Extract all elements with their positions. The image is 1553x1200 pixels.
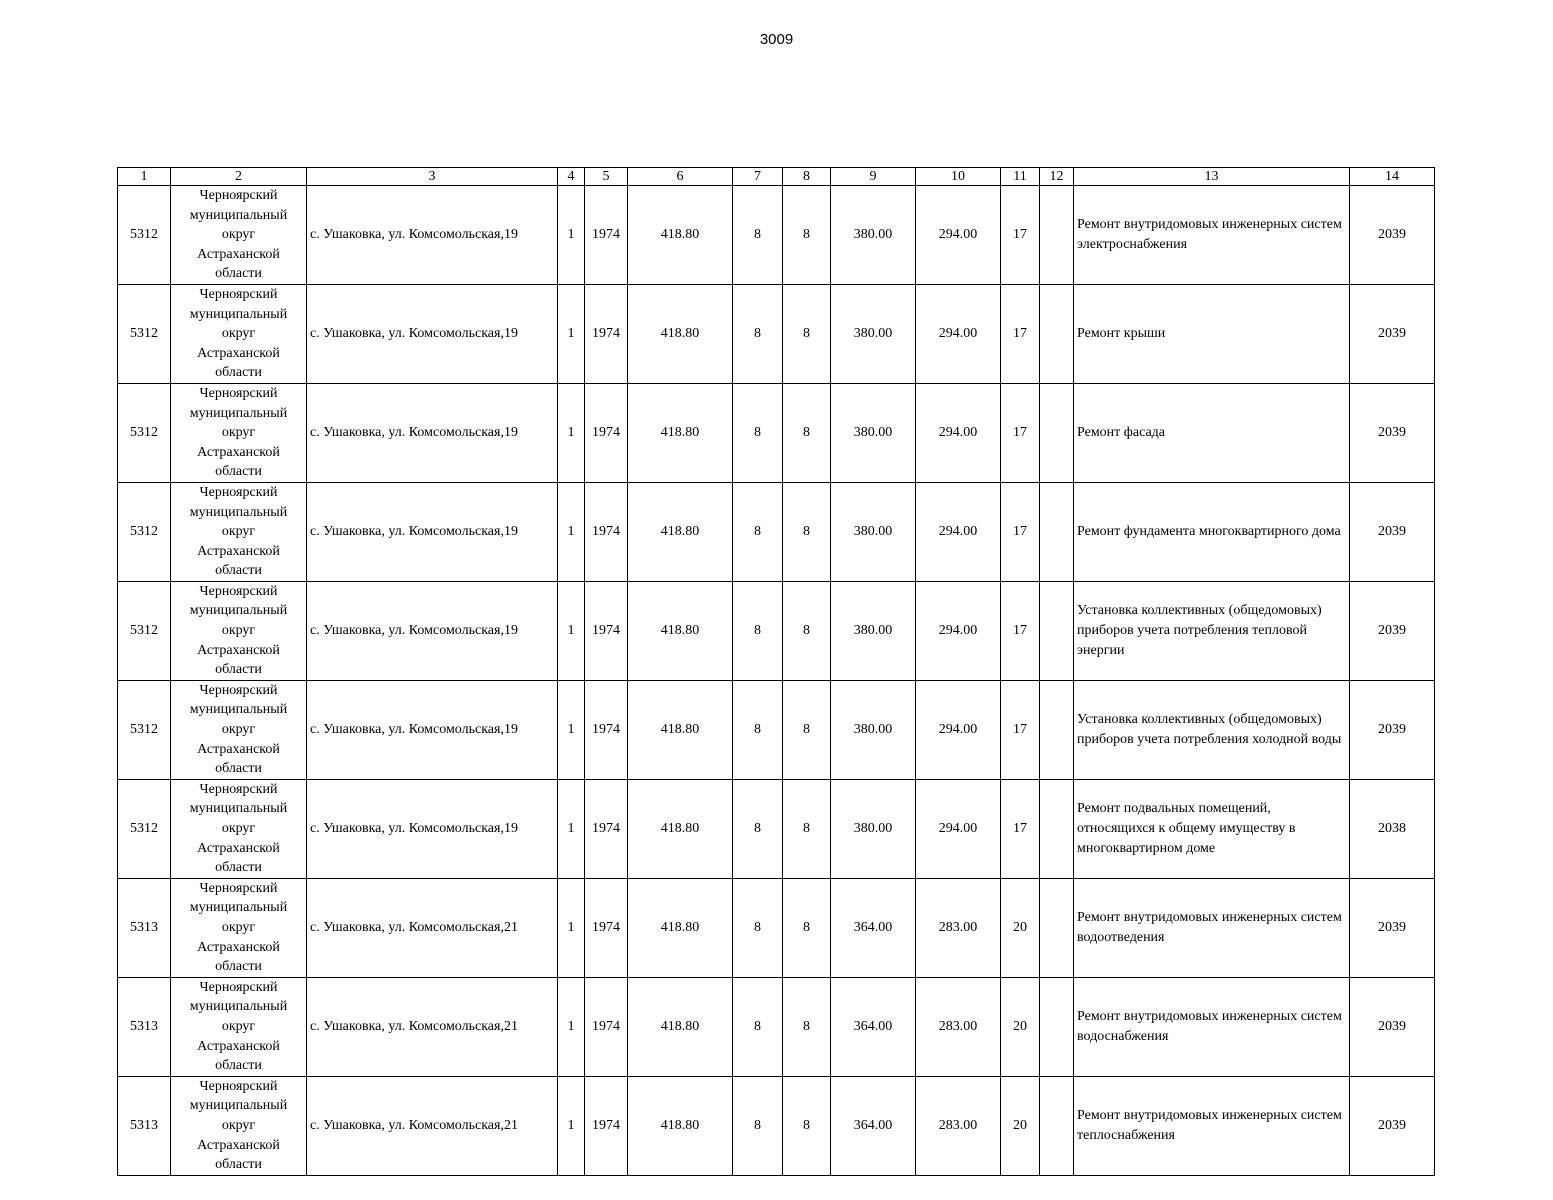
cell-col-4: 1: [558, 383, 585, 482]
cell-col-4: 1: [558, 878, 585, 977]
cell-plan-year: 2039: [1350, 1076, 1435, 1175]
cell-work-type: Установка коллективных (общедомовых) приборов учета потребления холодной воды: [1074, 680, 1350, 779]
cell-plan-year: 2039: [1350, 383, 1435, 482]
cell-col-12: [1040, 779, 1074, 878]
cell-col-7: 8: [733, 1076, 783, 1175]
cell-col-9: 380.00: [831, 779, 916, 878]
cell-col-12: [1040, 383, 1074, 482]
cell-col-4: 1: [558, 482, 585, 581]
cell-work-type: Ремонт внутридомовых инженерных систем водоснабжения: [1074, 977, 1350, 1076]
cell-col-12: [1040, 680, 1074, 779]
column-header-10: 10: [916, 168, 1001, 186]
table-row: [118, 186, 1435, 285]
cell-area: 418.80: [628, 284, 733, 383]
table-row: [118, 779, 1435, 878]
cell-plan-year: 2039: [1350, 680, 1435, 779]
cell-work-type: Ремонт внутридомовых инженерных систем водоотведения: [1074, 878, 1350, 977]
table-row: [118, 284, 1435, 383]
cell-col-9: 364.00: [831, 977, 916, 1076]
cell-col-11: 20: [1001, 977, 1040, 1076]
cell-area: 418.80: [628, 482, 733, 581]
cell-col-8: 8: [783, 1076, 831, 1175]
cell-address: с. Ушаковка, ул. Комсомольская,21: [307, 977, 558, 1076]
cell-year: 1974: [585, 186, 628, 285]
cell-col-7: 8: [733, 977, 783, 1076]
cell-col-7: 8: [733, 581, 783, 680]
column-header-1: 1: [118, 168, 171, 186]
cell-plan-year: 2038: [1350, 779, 1435, 878]
cell-col-12: [1040, 878, 1074, 977]
table-row: [118, 581, 1435, 680]
cell-address: с. Ушаковка, ул. Комсомольская,19: [307, 284, 558, 383]
cell-col-7: 8: [733, 186, 783, 285]
cell-row-number: 5312: [118, 482, 171, 581]
cell-year: 1974: [585, 977, 628, 1076]
header-row: [118, 168, 1435, 186]
cell-address: с. Ушаковка, ул. Комсомольская,19: [307, 383, 558, 482]
cell-address: с. Ушаковка, ул. Комсомольская,19: [307, 482, 558, 581]
cell-col-10: 283.00: [916, 878, 1001, 977]
cell-col-9: 380.00: [831, 383, 916, 482]
cell-col-8: 8: [783, 482, 831, 581]
page-number: 3009: [759, 31, 794, 48]
cell-work-type: Ремонт внутридомовых инженерных систем электроснабжения: [1074, 186, 1350, 285]
column-header-5: 5: [585, 168, 628, 186]
column-header-12: 12: [1040, 168, 1074, 186]
cell-col-8: 8: [783, 779, 831, 878]
cell-row-number: 5312: [118, 186, 171, 285]
cell-col-8: 8: [783, 383, 831, 482]
cell-row-number: 5312: [118, 383, 171, 482]
cell-row-number: 5313: [118, 878, 171, 977]
cell-col-7: 8: [733, 383, 783, 482]
cell-col-7: 8: [733, 284, 783, 383]
table-row: [118, 383, 1435, 482]
cell-col-4: 1: [558, 680, 585, 779]
table-body: [118, 186, 1435, 1176]
cell-row-number: 5313: [118, 1076, 171, 1175]
cell-year: 1974: [585, 680, 628, 779]
cell-col-4: 1: [558, 1076, 585, 1175]
column-header-11: 11: [1001, 168, 1040, 186]
cell-col-10: 283.00: [916, 1076, 1001, 1175]
cell-col-7: 8: [733, 779, 783, 878]
cell-work-type: Ремонт внутридомовых инженерных систем теплоснабжения: [1074, 1076, 1350, 1175]
cell-plan-year: 2039: [1350, 482, 1435, 581]
cell-year: 1974: [585, 482, 628, 581]
cell-area: 418.80: [628, 977, 733, 1076]
cell-plan-year: 2039: [1350, 977, 1435, 1076]
cell-work-type: Ремонт фундамента многоквартирного дома: [1074, 482, 1350, 581]
table-row: [118, 977, 1435, 1076]
cell-year: 1974: [585, 284, 628, 383]
cell-col-7: 8: [733, 482, 783, 581]
cell-col-10: 283.00: [916, 977, 1001, 1076]
cell-municipality: Черноярский муниципальный округ Астраханской области: [171, 779, 307, 878]
cell-col-11: 17: [1001, 779, 1040, 878]
cell-col-10: 294.00: [916, 284, 1001, 383]
cell-col-8: 8: [783, 284, 831, 383]
cell-col-10: 294.00: [916, 779, 1001, 878]
cell-col-12: [1040, 581, 1074, 680]
cell-row-number: 5312: [118, 284, 171, 383]
cell-col-9: 380.00: [831, 284, 916, 383]
cell-work-type: Ремонт подвальных помещений, относящихся к общему имуществу в многоквартирном доме: [1074, 779, 1350, 878]
cell-col-10: 294.00: [916, 482, 1001, 581]
column-header-9: 9: [831, 168, 916, 186]
cell-plan-year: 2039: [1350, 186, 1435, 285]
cell-municipality: Черноярский муниципальный округ Астраханской области: [171, 186, 307, 285]
cell-col-8: 8: [783, 581, 831, 680]
column-header-13: 13: [1074, 168, 1350, 186]
cell-address: с. Ушаковка, ул. Комсомольская,19: [307, 680, 558, 779]
column-header-2: 2: [171, 168, 307, 186]
cell-col-11: 20: [1001, 878, 1040, 977]
column-header-14: 14: [1350, 168, 1435, 186]
cell-col-11: 17: [1001, 284, 1040, 383]
cell-area: 418.80: [628, 779, 733, 878]
cell-col-11: 17: [1001, 383, 1040, 482]
cell-col-9: 380.00: [831, 581, 916, 680]
cell-col-11: 17: [1001, 581, 1040, 680]
cell-row-number: 5312: [118, 680, 171, 779]
column-header-3: 3: [307, 168, 558, 186]
cell-address: с. Ушаковка, ул. Комсомольская,21: [307, 1076, 558, 1175]
cell-col-8: 8: [783, 878, 831, 977]
data-table: [117, 167, 1435, 1176]
cell-col-9: 364.00: [831, 1076, 916, 1175]
cell-municipality: Черноярский муниципальный округ Астраханской области: [171, 284, 307, 383]
cell-address: с. Ушаковка, ул. Комсомольская,21: [307, 878, 558, 977]
cell-year: 1974: [585, 878, 628, 977]
column-header-6: 6: [628, 168, 733, 186]
cell-plan-year: 2039: [1350, 284, 1435, 383]
cell-area: 418.80: [628, 383, 733, 482]
cell-municipality: Черноярский муниципальный округ Астраханской области: [171, 383, 307, 482]
table-row: [118, 1076, 1435, 1175]
cell-plan-year: 2039: [1350, 878, 1435, 977]
cell-col-7: 8: [733, 680, 783, 779]
cell-col-9: 380.00: [831, 482, 916, 581]
cell-year: 1974: [585, 581, 628, 680]
cell-col-4: 1: [558, 284, 585, 383]
cell-year: 1974: [585, 1076, 628, 1175]
cell-municipality: Черноярский муниципальный округ Астраханской области: [171, 581, 307, 680]
table-row: [118, 878, 1435, 977]
cell-col-9: 364.00: [831, 878, 916, 977]
table-row: [118, 482, 1435, 581]
cell-row-number: 5312: [118, 581, 171, 680]
cell-work-type: Установка коллективных (общедомовых) приборов учета потребления тепловой энергии: [1074, 581, 1350, 680]
cell-col-10: 294.00: [916, 383, 1001, 482]
column-header-4: 4: [558, 168, 585, 186]
cell-col-12: [1040, 284, 1074, 383]
cell-col-9: 380.00: [831, 680, 916, 779]
cell-col-11: 17: [1001, 482, 1040, 581]
cell-col-12: [1040, 482, 1074, 581]
cell-row-number: 5312: [118, 779, 171, 878]
cell-area: 418.80: [628, 878, 733, 977]
cell-col-8: 8: [783, 680, 831, 779]
cell-work-type: Ремонт фасада: [1074, 383, 1350, 482]
cell-col-8: 8: [783, 977, 831, 1076]
cell-year: 1974: [585, 383, 628, 482]
cell-col-4: 1: [558, 779, 585, 878]
cell-area: 418.80: [628, 680, 733, 779]
cell-col-7: 8: [733, 878, 783, 977]
cell-area: 418.80: [628, 186, 733, 285]
cell-municipality: Черноярский муниципальный округ Астраханской области: [171, 878, 307, 977]
cell-col-11: 20: [1001, 1076, 1040, 1175]
cell-col-10: 294.00: [916, 680, 1001, 779]
cell-col-9: 380.00: [831, 186, 916, 285]
cell-municipality: Черноярский муниципальный округ Астраханской области: [171, 1076, 307, 1175]
cell-municipality: Черноярский муниципальный округ Астраханской области: [171, 680, 307, 779]
cell-col-10: 294.00: [916, 581, 1001, 680]
column-header-7: 7: [733, 168, 783, 186]
cell-col-4: 1: [558, 977, 585, 1076]
cell-municipality: Черноярский муниципальный округ Астраханской области: [171, 482, 307, 581]
cell-col-12: [1040, 186, 1074, 285]
cell-address: с. Ушаковка, ул. Комсомольская,19: [307, 186, 558, 285]
cell-col-8: 8: [783, 186, 831, 285]
cell-year: 1974: [585, 779, 628, 878]
cell-col-11: 17: [1001, 680, 1040, 779]
cell-col-4: 1: [558, 581, 585, 680]
cell-plan-year: 2039: [1350, 581, 1435, 680]
cell-col-11: 17: [1001, 186, 1040, 285]
cell-municipality: Черноярский муниципальный округ Астраханской области: [171, 977, 307, 1076]
cell-col-12: [1040, 1076, 1074, 1175]
cell-area: 418.80: [628, 1076, 733, 1175]
cell-row-number: 5313: [118, 977, 171, 1076]
table-row: [118, 680, 1435, 779]
cell-col-4: 1: [558, 186, 585, 285]
column-header-8: 8: [783, 168, 831, 186]
cell-work-type: Ремонт крыши: [1074, 284, 1350, 383]
cell-area: 418.80: [628, 581, 733, 680]
cell-col-12: [1040, 977, 1074, 1076]
cell-col-10: 294.00: [916, 186, 1001, 285]
cell-address: с. Ушаковка, ул. Комсомольская,19: [307, 581, 558, 680]
cell-address: с. Ушаковка, ул. Комсомольская,19: [307, 779, 558, 878]
